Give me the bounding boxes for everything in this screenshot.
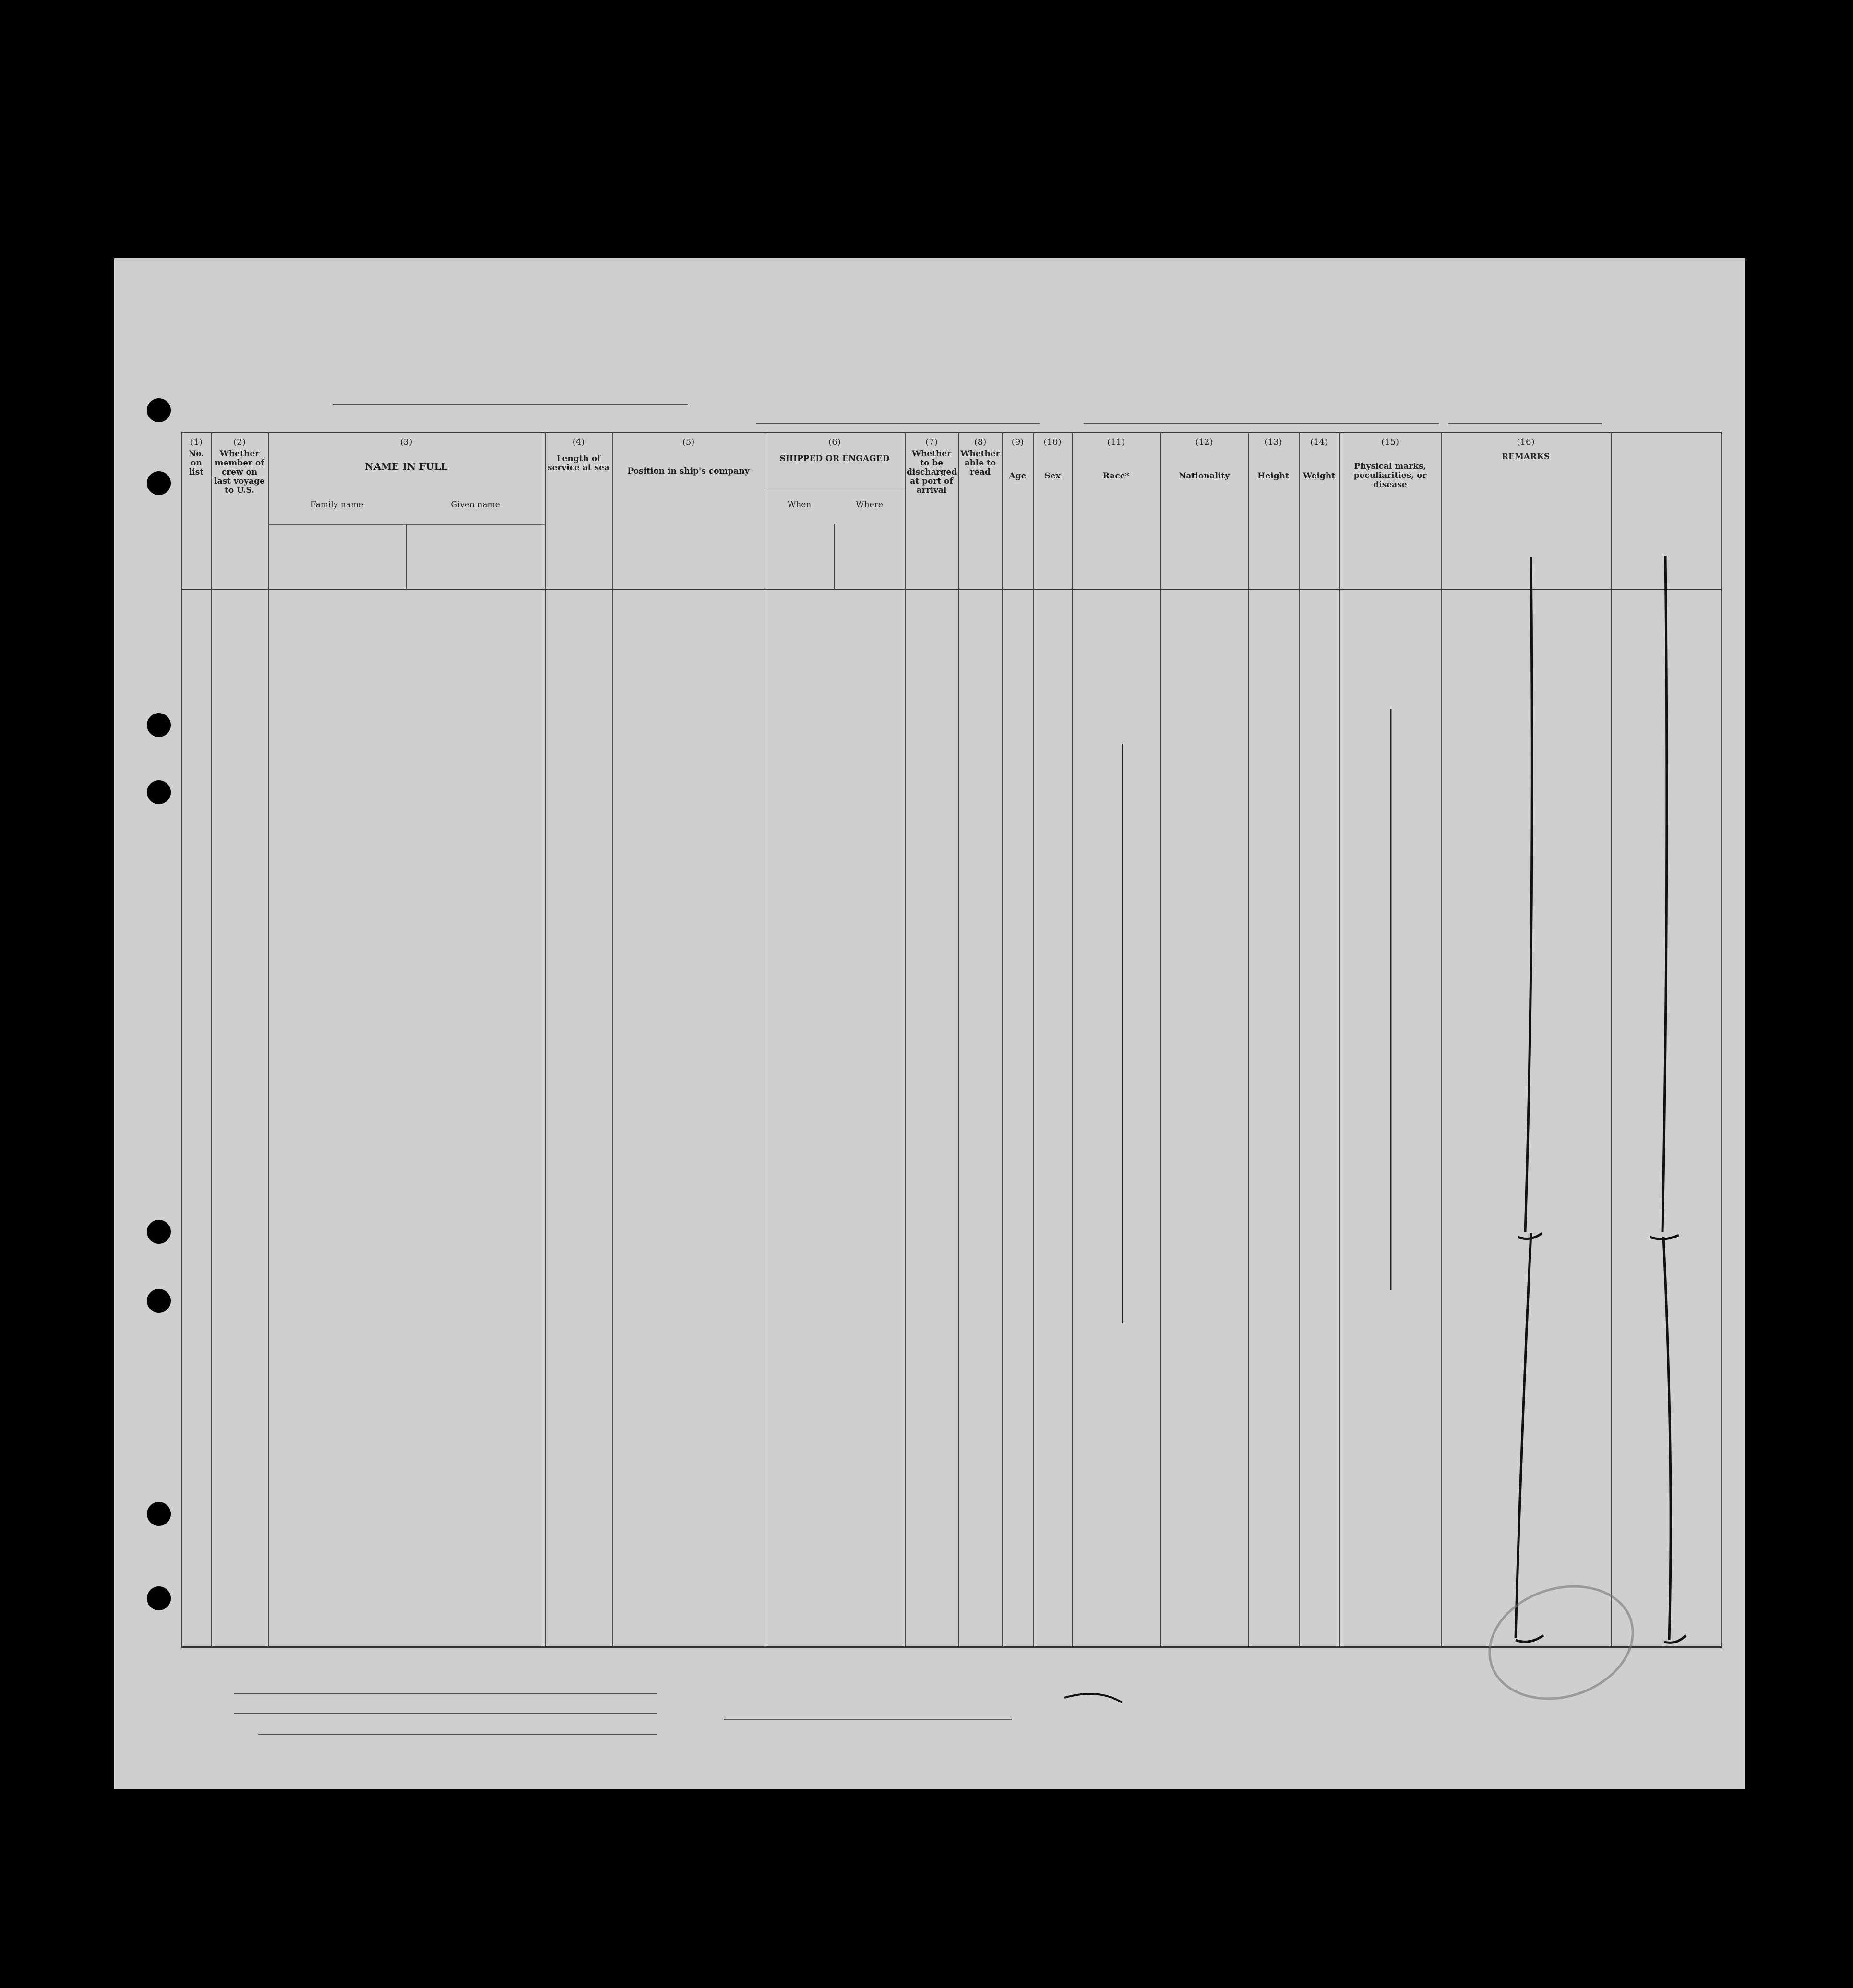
- column-header: Nationality: [1178, 471, 1230, 481]
- column-number: (3): [400, 437, 413, 447]
- column-header: Whether able to read: [960, 449, 1000, 477]
- column-subheader: Family name: [310, 500, 364, 510]
- column-header: Whether member of crew on last voyage to U.S.: [214, 449, 265, 495]
- column-header: SHIPPED OR ENGAGED: [779, 454, 890, 464]
- column-number: (12): [1195, 437, 1213, 447]
- column-number: (14): [1310, 437, 1328, 447]
- local-agents-rule: [258, 1734, 657, 1735]
- column-number: (6): [828, 437, 841, 447]
- column-header: Weight: [1303, 471, 1336, 481]
- column-subheader: When: [787, 500, 812, 510]
- column-header: Whether to be discharged at port of arrival: [907, 449, 957, 495]
- manifest-sheet: [114, 258, 1745, 1789]
- line-rule: [234, 1693, 657, 1694]
- column-header: Sex: [1044, 471, 1061, 481]
- column-number: (1): [190, 437, 203, 447]
- handwriting-strokes: [114, 258, 1745, 1789]
- column-header: Age: [1009, 471, 1027, 481]
- column-header: Height: [1257, 471, 1289, 481]
- column-number: (11): [1107, 437, 1125, 447]
- column-header: Race*: [1102, 471, 1130, 481]
- column-header: NAME IN FULL: [365, 461, 448, 472]
- column-number: (2): [233, 437, 246, 447]
- column-number: (9): [1011, 437, 1024, 447]
- column-number: (4): [572, 437, 585, 447]
- column-number: (8): [974, 437, 987, 447]
- column-number: (7): [925, 437, 938, 447]
- column-header: REMARKS: [1501, 452, 1550, 462]
- column-header: Length of service at sea: [548, 454, 610, 473]
- column-subheader: Given name: [451, 500, 500, 510]
- column-header: No. on list: [188, 449, 204, 477]
- column-header: Position in ship's company: [627, 466, 750, 476]
- column-subheader: Where: [856, 500, 883, 510]
- column-number: (10): [1043, 437, 1062, 447]
- column-number: (13): [1264, 437, 1282, 447]
- owners-rule: [234, 1713, 657, 1714]
- column-header: Physical marks, peculiarities, or disease: [1353, 462, 1427, 489]
- column-number: (5): [682, 437, 695, 447]
- column-number: (16): [1517, 437, 1535, 447]
- column-number: (15): [1381, 437, 1399, 447]
- inspector-rule: [724, 1719, 1012, 1720]
